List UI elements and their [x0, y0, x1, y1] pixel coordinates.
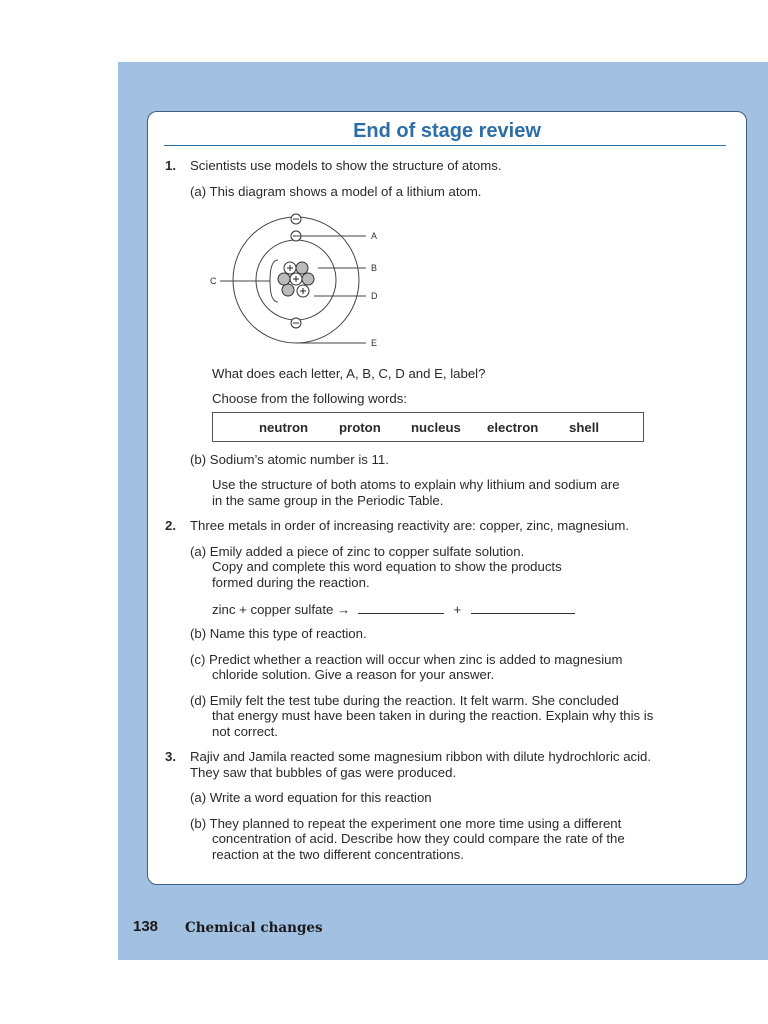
equation-lhs: zinc + copper sulfate → — [212, 602, 351, 617]
q1-text: Scientists use models to show the structure of atoms. — [190, 158, 502, 173]
word-nucleus: nucleus — [411, 420, 461, 435]
q2c-line-1: (c) Predict whether a reaction will occur when zinc is added to magnesium — [190, 652, 623, 667]
word-equation — [212, 601, 575, 618]
neutron-4 — [278, 273, 290, 285]
chapter-title: Chemical changes — [185, 920, 323, 936]
q1-number: 1. — [165, 158, 176, 173]
word-neutron: neutron — [259, 420, 309, 435]
title-divider — [164, 145, 726, 146]
word-electron: electron — [487, 420, 539, 435]
neutron-1 — [296, 262, 308, 274]
page-title: End of stage review — [353, 120, 541, 142]
page-number: 138 — [133, 918, 159, 935]
q2b-text: (b) Name this type of reaction. — [190, 626, 367, 641]
neutron-3 — [302, 273, 314, 285]
q2a-line-1: (a) Emily added a piece of zinc to copper sulfate solution. — [190, 544, 525, 559]
q1-choose: Choose from the following words: — [212, 391, 407, 406]
word-shell: shell — [569, 420, 600, 435]
label-c: C — [210, 276, 217, 286]
label-d: D — [371, 291, 378, 301]
q1a-text: (a) This diagram shows a model of a lithium atom. — [190, 184, 482, 199]
equation-plus: + — [453, 602, 462, 617]
q2c-line-2: chloride solution. Give a reason for your answer. — [212, 667, 495, 682]
neutron-2 — [282, 284, 294, 296]
q2-number: 2. — [165, 518, 176, 533]
word-proton: proton — [339, 420, 381, 435]
q2a-line-3: formed during the reaction. — [212, 575, 370, 590]
word-bank — [212, 412, 644, 442]
q3-number: 3. — [165, 749, 176, 764]
q2a-line-2: Copy and complete this word equation to show the products — [212, 559, 562, 574]
q2d-line-2: that energy must have been taken in during the reaction. Explain why this is — [212, 708, 654, 723]
equation-blank-1[interactable] — [358, 601, 444, 614]
equation-blank-2[interactable] — [471, 601, 575, 614]
label-e: E — [371, 338, 378, 348]
label-a: A — [371, 231, 378, 241]
q2d-line-3: not correct. — [212, 724, 278, 739]
label-b: B — [371, 263, 378, 273]
q2d-line-1: (d) Emily felt the test tube during the reaction. It felt warm. She concluded — [190, 693, 619, 708]
q3-line-1: Rajiv and Jamila reacted some magnesium ribbon with dilute hydrochloric acid. — [190, 749, 652, 764]
q1b-line-2: in the same group in the Periodic Table. — [212, 493, 444, 508]
q2-text: Three metals in order of increasing reactivity are: copper, zinc, magnesium. — [190, 518, 630, 533]
q3b-line-1: (b) They planned to repeat the experiment one more time using a different — [190, 816, 622, 831]
q3b-line-3: reaction at the two different concentrations. — [212, 847, 464, 862]
review-card — [147, 111, 747, 885]
q3b-line-2: concentration of acid. Describe how they could compare the rate of the — [212, 831, 625, 846]
q3-line-2: They saw that bubbles of gas were produced. — [190, 765, 457, 780]
q1b-line-1: Use the structure of both atoms to explain why lithium and sodium are — [212, 477, 620, 492]
q1b-text: (b) Sodium’s atomic number is 11. — [190, 452, 389, 467]
q1-prompt: What does each letter, A, B, C, D and E, label? — [212, 366, 486, 381]
q3a-text: (a) Write a word equation for this reaction — [190, 790, 432, 805]
lithium-atom-diagram — [208, 210, 388, 350]
